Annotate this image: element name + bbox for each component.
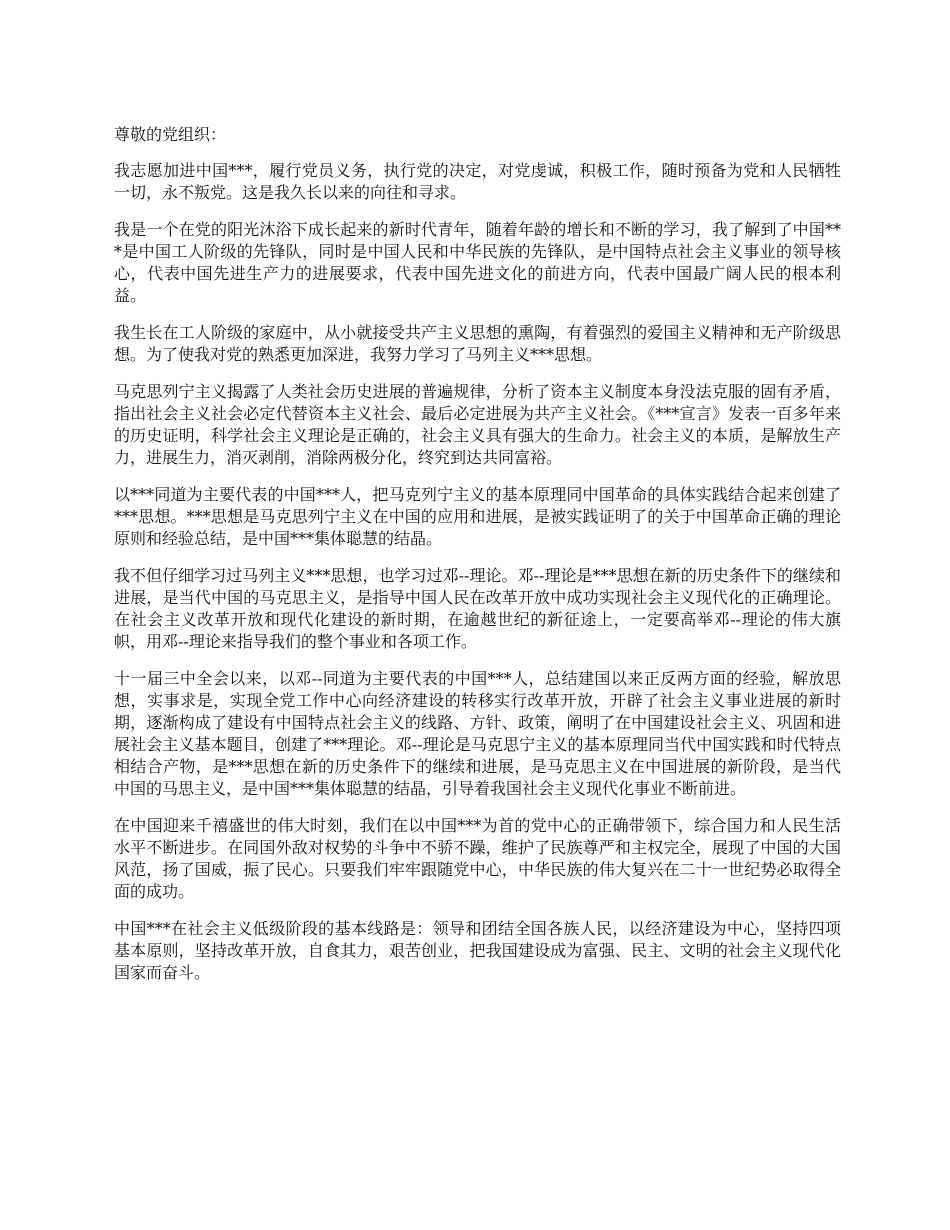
paragraph-1: 我志愿加进中国***，履行党员义务，执行党的决定，对党虔诚，积极工作，随时预备为党和人民牺牲一切，永不叛党。这是我久长以来的向往和寻求。: [114, 161, 841, 202]
paragraph-8: 在中国迎来千禧盛世的伟大时刻，我们在以中国***为首的党中心的正确带领下，综合国力和人民生活水平不断进步。在同国外敌对权势的斗争中不骄不躁，维护了民族尊严和主权完全，展现了中国的大国风范，扬了国威，振了民心。只要我们牢牢跟随党中心，中华民族的伟大复兴在二十一世纪势必取得全面的成功。: [114, 816, 841, 901]
paragraph-2: 我是一个在党的阳光沐浴下成长起来的新时代青年，随着年龄的增长和不断的学习，我了解到了中国***是中国工人阶级的先锋队，同时是中国人民和中华民族的先锋队，是中国特点社会主义事业的领导核心，代表中国先进生产力的进展要求，代表中国先进文化的前进方向，代表中国最广阔人民的根本利益。: [114, 220, 841, 305]
document-body: [114, 124, 841, 999]
paragraph-9: 中国***在社会主义低级阶段的基本线路是：领导和团结全国各族人民，以经济建设为中心，坚持四项基本原则，坚持改革开放，自食其力，艰苦创业，把我国建设成为富强、民主、文明的社会主义现代化国家而奋斗。: [114, 919, 841, 982]
paragraph-7: 十一届三中全会以来，以邓--同道为主要代表的中国***人，总结建国以来正反两方面的经验，解放思想，实事求是，实现全党工作中心向经济建设的转移实行改革开放，开辟了社会主义事业进展的新时期，逐渐构成了建设有中国特点社会主义的线路、方针、政策，阐明了在中国建设社会主义、巩固和进展社会主义基本题目，创建了***理论。邓--理论是马克思宁主义的基本原理同当代中国实践和时代特点相结合产物，是***思想在新的历史条件下的继续和进展，是马克思主义在中国进展的新阶段，是当代中国的马思主义，是中国***集体聪慧的结晶，引导着我国社会主义现代化事业不断前进。: [114, 669, 841, 798]
paragraph-3: 我生长在工人阶级的家庭中，从小就接受共产主义思想的熏陶，有着强烈的爱国主义精神和无产阶级思想。为了使我对党的熟悉更加深进，我努力学习了马列主义***思想。: [114, 323, 841, 364]
paragraph-5: 以***同道为主要代表的中国***人，把马克列宁主义的基本原理同中国革命的具体实践结合起来创建了***思想。***思想是马克思列宁主义在中国的应用和进展，是被实践证明了的关于中国革命正确的理论原则和经验总结，是中国***集体聪慧的结晶。: [114, 485, 841, 548]
paragraph-6: 我不但仔细学习过马列主义***思想，也学习过邓--理论。邓--理论是***思想在新的历史条件下的继续和进展，是当代中国的马克思主义，是指导中国人民在改革开放中成功实现社会主义现代化的正确理论。在社会主义改革开放和现代化建设的新时期，在逾越世纪的新征途上，一定要高举邓--理论的伟大旗帜，用邓--理论来指导我们的整个事业和各项工作。: [114, 566, 841, 651]
salutation: 尊敬的党组织：: [114, 125, 227, 144]
paragraph-4: 马克思列宁主义揭露了人类社会历史进展的普遍规律，分析了资本主义制度本身没法克服的固有矛盾，指出社会主义社会必定代替资本主义社会、最后必定进展为共产主义社会。《***宣言》发表一百多年来的历史证明，科学社会主义理论是正确的，社会主义具有强大的生命力。社会主义的本质，是解放生产力，进展生力，消灭剥削，消除两极分化，终究到达共同富裕。: [114, 382, 841, 467]
